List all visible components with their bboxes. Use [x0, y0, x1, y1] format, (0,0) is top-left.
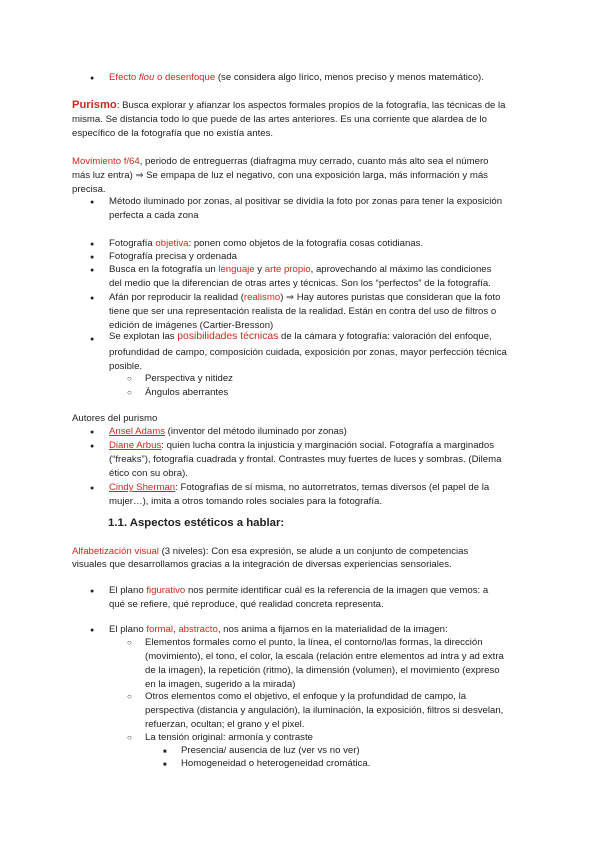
- presencia-line: Presencia/ ausencia de luz (ver vs no ver): [181, 745, 360, 756]
- figurativo-line-1: [109, 584, 488, 598]
- movimiento-line-1: [72, 155, 488, 169]
- purismo-text-1: : Busca explorar y afianzar los aspectos formales propios de la fotografía, las técnicas de la: [116, 100, 506, 111]
- bullet-dot: [90, 332, 94, 347]
- ansel-text: (inventor del método iluminado por zonas): [165, 426, 347, 437]
- arbus-line-3: ético con su obra).: [109, 468, 188, 479]
- alfabetizacion-text: (3 niveles): Con esa expresión, se alude a un conjunto de competencias: [158, 546, 469, 557]
- lenguaje-line-2: del medio que la diferencian de otras artes y técnicas. Son los “perfectos” de la fotografía.: [109, 278, 491, 289]
- diane-arbus-link[interactable]: Diane Arbus: [109, 440, 162, 451]
- otros-line-3: refuerzan, ocultan; el grano y el pixel.: [145, 719, 305, 730]
- desenfoque-term: o desenfoque: [154, 72, 216, 83]
- alfabetizacion-term: Alfabetización visual: [72, 546, 159, 557]
- figurativo-line-2: qué se refiere, qué reproduce, qué realidad concreta representa.: [109, 599, 384, 610]
- bullet-circle: [127, 690, 132, 704]
- formal-prefix: El plano: [109, 624, 147, 635]
- otros-line-2: perspectiva (distancia y angulación), la iluminación, la exposición, filtros si desvelan,: [145, 705, 504, 716]
- realismo-term: realismo: [243, 292, 281, 303]
- purismo-line-3: específico de la fotografía que no existía antes.: [72, 128, 274, 139]
- elementos-line-1: Elementos formales como el punto, la línea, el contorno/las formas, la dirección: [145, 637, 483, 648]
- alfabetizacion-line-2: visuales que desarrollamos gracias a la integración de diversas experiencias sensoriales.: [72, 559, 452, 570]
- realismo-prefix: Afán por reproducir la realidad (: [109, 292, 244, 303]
- sherman-text: : Fotografías de sí misma, no autorretratos, temas diversos (el papel de la: [175, 482, 490, 493]
- alfabetizacion-line-1: [72, 545, 468, 559]
- bullet-dot: [90, 584, 94, 599]
- movimiento-line-3: precisa.: [72, 184, 106, 195]
- bullet-dot: [90, 263, 94, 278]
- formal-text: , nos anima a fijarnos en la materialidad de la imagen:: [217, 624, 448, 635]
- angulos-line: Ángulos aberrantes: [145, 387, 229, 398]
- bullet-dot: [90, 623, 94, 638]
- bullet-circle: [127, 636, 132, 650]
- abstracto-term: abstracto: [178, 624, 218, 635]
- figurativo-prefix: El plano: [109, 585, 147, 596]
- objetiva-line: [109, 237, 423, 251]
- effect-description: (se considera algo lírico, menos preciso y menos matemático).: [215, 72, 484, 83]
- bullet-square: [163, 757, 167, 772]
- lenguaje-text: , aprovechando al máximo las condiciones: [310, 264, 492, 275]
- bullet-circle: [127, 386, 132, 400]
- sherman-line-2: mujer…), imita a otros tomando roles sociales para la fotografía.: [109, 496, 383, 507]
- realismo-line-3: edición de imágenes (Cartier-Bresson): [109, 320, 274, 331]
- objetiva-term: objetiva: [155, 238, 189, 249]
- movimiento-title: Movimiento f/64: [72, 156, 140, 167]
- purismo-title: Purismo: [72, 99, 117, 111]
- figurativo-term: figurativo: [146, 585, 186, 596]
- lenguaje-term: lenguaje: [218, 264, 255, 275]
- tecnicas-term: posibilidades técnicas: [177, 331, 279, 342]
- formal-line: [109, 623, 448, 637]
- flou-term: flou: [138, 72, 155, 83]
- arte-propio-term: arte propio: [264, 264, 311, 275]
- tecnicas-line-2: profundidad de campo, composición cuidada, exposición por zonas, mayor perfección técnica: [109, 347, 507, 358]
- objetiva-prefix: Fotografía: [109, 238, 156, 249]
- arbus-line-1: [109, 439, 494, 453]
- tecnicas-prefix: Se explotan las: [109, 331, 178, 342]
- bullet-dot: [90, 291, 94, 306]
- arbus-line-2: (“freaks”), fotografía cuadrada y frontal. Contrastes muy fuertes de luces y sombras. (Dilema: [109, 454, 502, 465]
- lenguaje-and: y: [254, 264, 265, 275]
- formal-comma: ,: [173, 624, 179, 635]
- bullet-dot: [90, 425, 94, 440]
- tecnicas-text: de la cámara y fotografía: valoración del enfoque,: [278, 331, 492, 342]
- bullet-circle: [127, 372, 132, 386]
- section-heading: 1.1. Aspectos estéticos a hablar:: [108, 517, 285, 529]
- bullet-circle: [127, 731, 132, 745]
- figurativo-text: nos permite identificar cuál es la referencia de la imagen que vemos: a: [185, 585, 489, 596]
- bullet-dot: [90, 481, 94, 496]
- elementos-line-3: de la imagen), la repetición (ritmo), la dimensión (volumen), el movimiento (expreso: [145, 665, 500, 676]
- movimiento-line-2: más luz entra) ⇒ Se empapa de luz el negativo, con una exposición larga, más información y más: [72, 170, 488, 181]
- effect-flou-line: [109, 71, 484, 85]
- realismo-line-1: [109, 291, 500, 305]
- elementos-line-4: en la imagen, sugerido a la mirada): [145, 679, 296, 690]
- arbus-text: : quien lucha contra la injusticia y marginación social. Fotografía a marginados: [161, 440, 495, 451]
- perspectiva-line: Perspectiva y nitidez: [145, 373, 233, 384]
- bullet-dot: [90, 195, 94, 210]
- ansel-line: [109, 425, 347, 439]
- tecnicas-line-1: [109, 330, 492, 344]
- tension-line: La tensión original: armonía y contraste: [145, 732, 313, 743]
- realismo-text: ) ⇒ Hay autores puristas que consideran que la foto: [280, 292, 501, 303]
- sherman-line-1: [109, 481, 489, 495]
- tecnicas-line-3: posible.: [109, 361, 143, 372]
- otros-line-1: Otros elementos como el objetivo, el enfoque y la profundidad de campo, la: [145, 691, 467, 702]
- lenguaje-line-1: [109, 263, 491, 277]
- effect-term: Efecto: [109, 72, 139, 83]
- precisa-line: Fotografía precisa y ordenada: [109, 251, 237, 262]
- formal-term: formal: [146, 624, 173, 635]
- elementos-line-2: (movimiento), el tono, el color, la escala (relación entre elementos ad intra y ad extra: [145, 651, 504, 662]
- purismo-line-1: [72, 98, 506, 113]
- metodo-line-2: perfecta a cada zona: [109, 210, 199, 221]
- realismo-line-2: tiene que ser una representación realista de la realidad. Están en contra del uso de filtros o: [109, 306, 497, 317]
- ansel-adams-link[interactable]: Ansel Adams: [109, 426, 165, 437]
- homogeneidad-line: Homogeneidad o heterogeneidad cromática.: [181, 758, 371, 769]
- lenguaje-prefix: Busca en la fotografía un: [109, 264, 219, 275]
- autores-title: Autores del purismo: [72, 413, 158, 424]
- purismo-line-2: misma. Se distancia todo lo que puede de las artes anteriores. Es una corriente que alardea de lo: [72, 114, 487, 125]
- bullet-dot: [90, 439, 94, 454]
- bullet-dot: [90, 71, 94, 86]
- objetiva-text: : ponen como objetos de la fotografía cosas cotidianas.: [188, 238, 424, 249]
- movimiento-text-1: , periodo de entreguerras (diafragma muy cerrado, cuanto más alto sea el número: [139, 156, 489, 167]
- cindy-sherman-link[interactable]: Cindy Sherman: [109, 482, 176, 493]
- metodo-line-1: Método iluminado por zonas, al positivar se dividía la foto por zonas para tener la exposición: [109, 196, 503, 207]
